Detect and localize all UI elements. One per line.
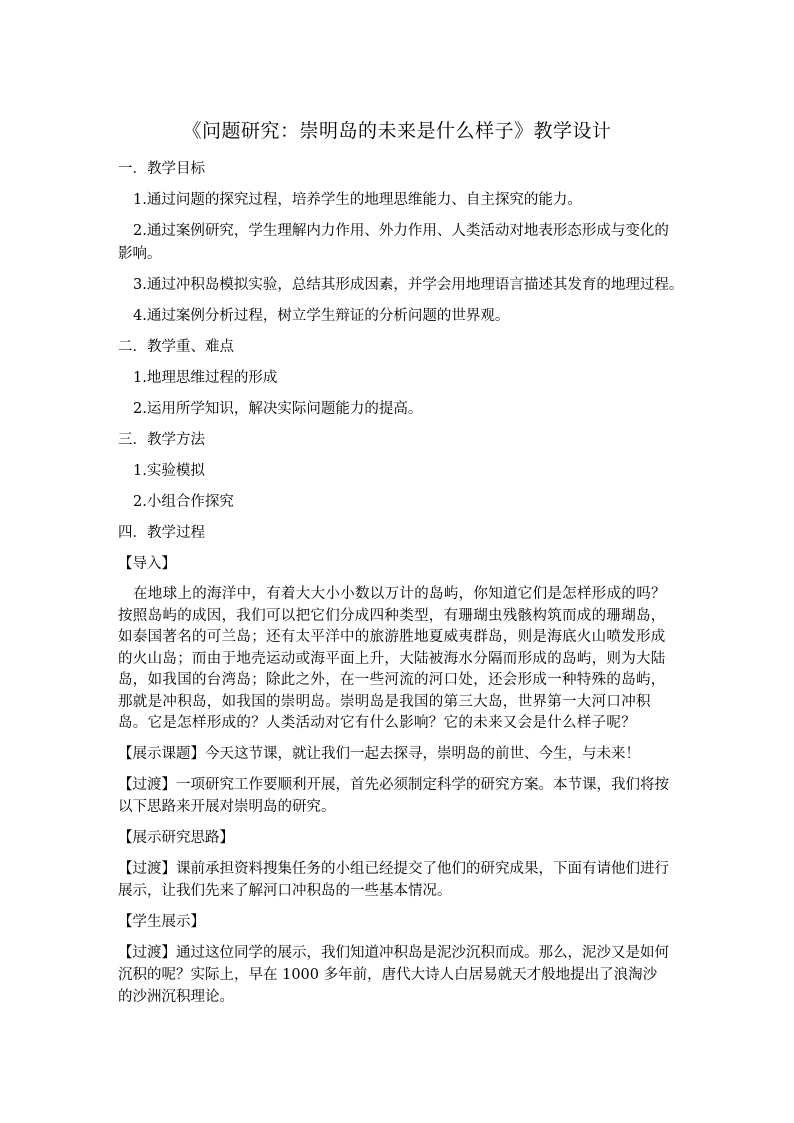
- note-transition-3: [118, 942, 670, 1008]
- note-label: 【学生展示】: [118, 913, 205, 930]
- note-label: 【展示研究思路】: [118, 829, 234, 846]
- note-show-topic: [118, 743, 670, 765]
- section-heading-methods: 三．教学方法: [118, 432, 205, 448]
- section-heading-objectives: 一．教学目标: [118, 161, 205, 177]
- objective-item-3: 3.通过冲积岛模拟实验，总结其形成因素，并学会用地理语言描述其发育的地理过程。: [133, 277, 684, 293]
- intro-label: 【导入】: [118, 556, 176, 572]
- note-text: 通过这位同学的展示，我们知道冲积岛是泥沙沉积而成。那么，泥沙又是如何沉积的呢？实际上，早在 1000 多年前，唐代大诗人白居易就天才般地提出了浪淘沙的沙洲沉积理论。: [118, 944, 669, 1005]
- document-title: 《问题研究：崇明岛的未来是什么样子》教学设计: [182, 120, 612, 142]
- note-transition-2: [118, 858, 670, 902]
- method-item-1: 1.实验模拟: [133, 463, 205, 479]
- note-student-show: [118, 911, 670, 933]
- key-point-item-1: 1.地理思维过程的形成: [133, 370, 278, 386]
- note-label: 【展示课题】: [118, 745, 205, 762]
- method-item-2: 2.小组合作探究: [133, 494, 234, 510]
- key-point-item-2: 2.运用所学知识，解决实际问题能力的提高。: [133, 401, 423, 417]
- note-research-plan: [118, 827, 670, 849]
- note-label: 【过渡】: [118, 860, 176, 877]
- intro-paragraph: 在地球上的海洋中，有着大大小小数以万计的岛屿，你知道它们是怎样形成的吗？按照岛屿的成因，我们可以把它们分成四种类型，有珊瑚虫残骸构筑而成的珊瑚岛，如泰国著名的可兰岛；还有太平洋中的旅游胜地夏威夷群岛，则是海底火山喷发形成的火山岛；而由于地壳运动或海平面上升，大陆被海水分隔而形成的岛屿，则为大陆岛，如我国的台湾岛；除此之外，在一些河流的河口处，还会形成一种特殊的岛屿，那就是冲积岛，如我国的崇明岛。崇明岛是我国的第三大岛，世界第一大河口冲积岛。它是怎样形成的？人类活动对它有什么影响？它的未来又会是什么样子呢？: [118, 586, 666, 731]
- objective-item-2: 2.通过案例研究，学生理解内力作用、外力作用、人类活动对地表形态形成与变化的影响。: [118, 223, 669, 262]
- note-text: 课前承担资料搜集任务的小组已经提交了他们的研究成果，下面有请他们进行展示，让我们先来了解河口冲积岛的一些基本情况。: [118, 860, 669, 899]
- note-transition-1: [118, 774, 670, 818]
- objective-item-4: 4.通过案例分析过程，树立学生辩证的分析问题的世界观。: [133, 308, 510, 324]
- section-heading-key-points: 二．教学重、难点: [118, 339, 234, 355]
- note-text: 一项研究工作要顺利开展，首先必须制定科学的研究方案。本节课，我们将按以下思路来开展对崇明岛的研究。: [118, 776, 669, 815]
- section-heading-process: 四．教学过程: [118, 525, 205, 541]
- document-body: [118, 158, 684, 1017]
- note-label: 【过渡】: [118, 776, 176, 793]
- note-text: 今天这节课，就让我们一起去探寻，崇明岛的前世、今生，与未来！: [205, 745, 640, 762]
- note-label: 【过渡】: [118, 944, 176, 961]
- objective-item-1: 1.通过问题的探究过程，培养学生的地理思维能力、自主探究的能力。: [133, 192, 582, 208]
